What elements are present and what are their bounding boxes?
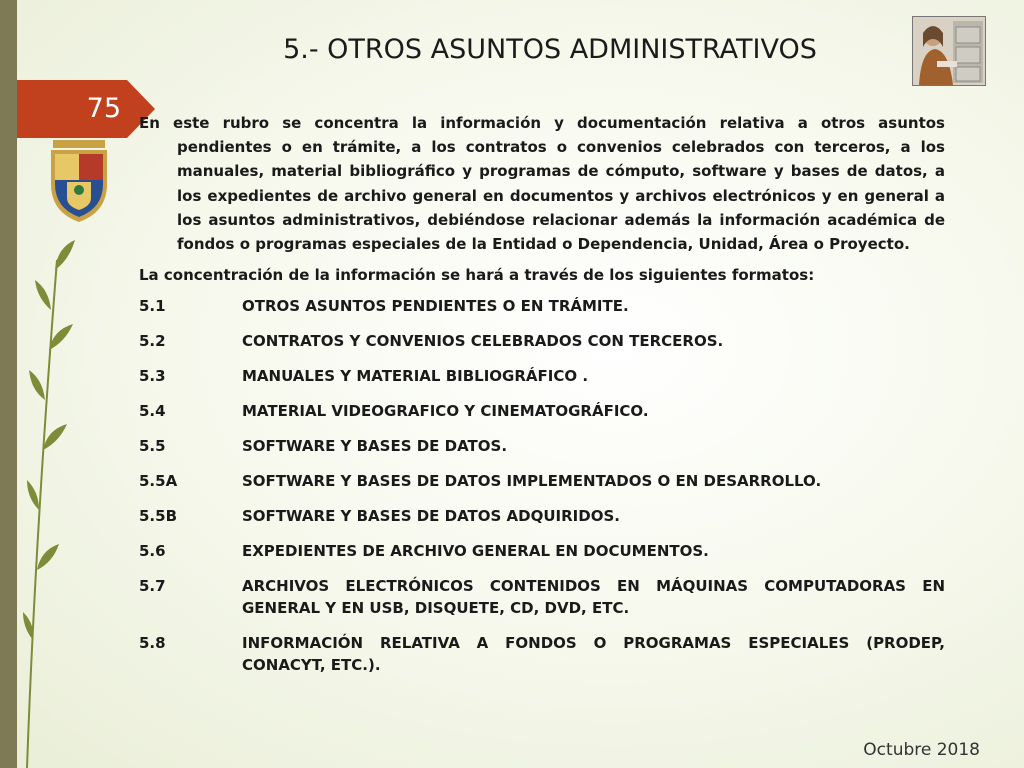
item-text: ARCHIVOS ELECTRÓNICOS CONTENIDOS EN MÁQUINAS COMPUTADORAS EN GENERAL Y EN USB, DISQUETE, CD, DVD, ETC. [242,577,945,618]
item-code: 5.1 [139,297,166,316]
list-item [139,400,945,422]
list-item [139,540,945,562]
list-item [139,295,945,317]
list-item [139,470,945,492]
item-code: 5.2 [139,332,166,351]
item-code: 5.3 [139,367,166,386]
formats-list [139,295,945,676]
item-text: SOFTWARE Y BASES DE DATOS IMPLEMENTADOS O EN DESARROLLO. [242,472,822,491]
item-code: 5.4 [139,402,166,421]
list-item [139,575,945,619]
list-item [139,365,945,387]
list-item [139,435,945,457]
item-text: OTROS ASUNTOS PENDIENTES O EN TRÁMITE. [242,297,629,316]
item-text: SOFTWARE Y BASES DE DATOS. [242,437,508,456]
item-text: MATERIAL VIDEOGRAFICO Y CINEMATOGRÁFICO. [242,402,649,421]
formats-intro: La concentración de la información se hará a través de los siguientes formatos: [139,266,815,285]
item-code: 5.5 [139,437,166,456]
intro-paragraph: En este rubro se concentra la información y documentación relativa a otros asuntos pendientes o en trámite, a los contratos o convenios celebrados con terceros, a los manuales, material bibliográfico y programas de cómputo, software y bases de datos, a los expedientes de archivo general en documentos y archivos electrónicos y en general a los asuntos administrativos, debiéndose relacionar además la información académica de fondos o programas especiales de la Entidad o Dependencia, Unidad, Área o Proyecto. [139,114,945,254]
office-worker-photo-icon [912,16,986,86]
list-item [139,632,945,676]
item-code: 5.5A [139,472,178,491]
slide-body [139,111,945,689]
slide-title: 5.- OTROS ASUNTOS ADMINISTRATIVOS [283,34,817,65]
left-accent-bar [0,0,17,768]
footer-date: Octubre 2018 [863,740,980,760]
item-text: SOFTWARE Y BASES DE DATOS ADQUIRIDOS. [242,507,620,526]
item-code: 5.6 [139,542,166,561]
item-code: 5.5B [139,507,178,526]
university-crest-icon [45,138,113,224]
item-text: CONTRATOS Y CONVENIOS CELEBRADOS CON TERCEROS. [242,332,724,351]
slide-number: 75 [86,93,121,124]
item-code: 5.8 [139,634,166,653]
item-text: MANUALES Y MATERIAL BIBLIOGRÁFICO . [242,367,589,386]
list-item [139,330,945,352]
item-text: EXPEDIENTES DE ARCHIVO GENERAL EN DOCUMENTOS. [242,542,709,561]
item-code: 5.7 [139,577,166,596]
item-text: INFORMACIÓN RELATIVA A FONDOS O PROGRAMAS ESPECIALES (PRODEP, CONACYT, ETC.). [242,634,945,675]
list-item [139,505,945,527]
slide-number-tab [17,80,155,138]
